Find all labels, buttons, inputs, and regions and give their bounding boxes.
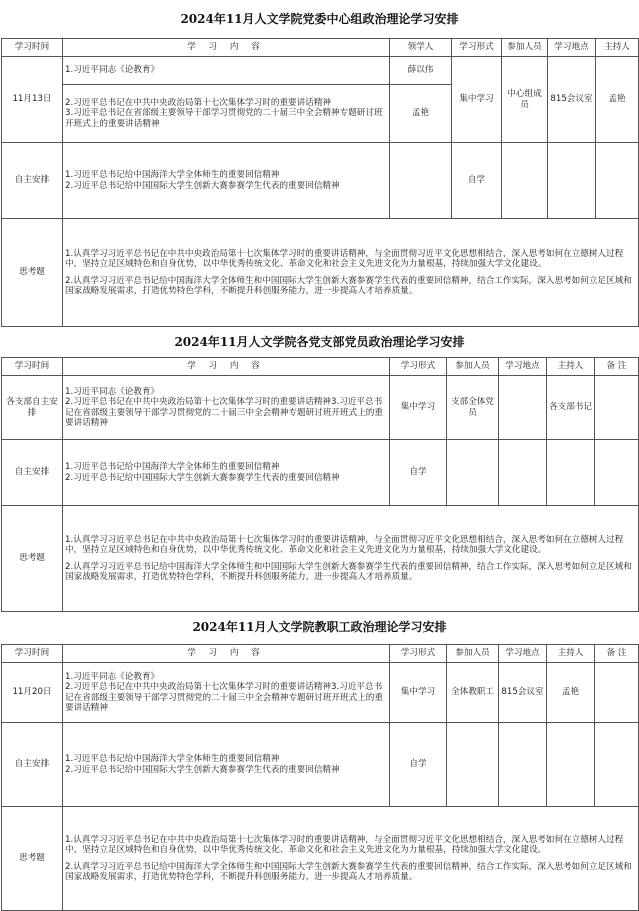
header-form: 学习形式 xyxy=(452,39,502,57)
think-row xyxy=(2,219,639,327)
header-place: 学习地点 xyxy=(499,645,547,663)
think-content xyxy=(63,506,639,612)
section2-table xyxy=(1,357,639,612)
row-form: 集中学习 xyxy=(452,57,502,143)
row-host: 孟艳 xyxy=(547,663,595,723)
row-host xyxy=(596,143,639,219)
row-time: 自主安排 xyxy=(2,723,63,807)
row-leader: 薛以伟 xyxy=(390,57,452,85)
row-host xyxy=(547,723,595,807)
row-content: 1.习近平总书记给中国海洋大学全体师生的重要回信精神 2.习近平总书记给中国国际大学生创新大赛参赛学生代表的重要回信精神 xyxy=(63,723,390,807)
think-label: 思考题 xyxy=(2,506,63,612)
row-place xyxy=(499,376,547,440)
think-content xyxy=(63,807,639,911)
header-participants: 参加人员 xyxy=(447,645,499,663)
think-item: 2.认真学习习近平总书记给中国海洋大学全体师生和中国国际大学生创新大赛参赛学生代表的重要回信精神，结合工作实际，深入思考如何立足区域和国家战略发展需求，打造优势特色学科，不断提升科创服务能力，进一步提高人才培养质量。 xyxy=(65,561,632,582)
row-time: 自主安排 xyxy=(2,143,63,219)
header-time: 学习时间 xyxy=(2,358,63,376)
table-row xyxy=(2,440,639,506)
row-form: 自学 xyxy=(390,723,447,807)
row-participants: 中心组成员 xyxy=(502,57,548,143)
header-note: 备 注 xyxy=(595,358,639,376)
row-note xyxy=(595,663,639,723)
table-row xyxy=(2,663,639,723)
think-row xyxy=(2,506,639,612)
header-note: 备 注 xyxy=(595,645,639,663)
row-note xyxy=(595,440,639,506)
header-place: 学习地点 xyxy=(548,39,596,57)
row-content: 1.习近平同志《论教育》 2.习近平总书记在中共中央政治局第十七次集体学习时的重要讲话精神3.习近平总书记在省部级主要领导干部学习贯彻党的二十届三中全会精神专题研讨班开班式上的重要讲话精神 xyxy=(63,376,390,440)
header-place: 学习地点 xyxy=(499,358,547,376)
think-row xyxy=(2,807,639,911)
think-item: 1.认真学习习近平总书记在中共中央政治局第十七次集体学习时的重要讲话精神，与全面贯彻习近平文化思想相结合，深入思考如何在立德树人过程中，坚持立足区域特色和自身优势，以中华优秀传统文化、革命文化和社会主义先进文化为力量根基，持续加强大学文化建设。 xyxy=(65,534,624,555)
row-note xyxy=(595,376,639,440)
header-host: 主持人 xyxy=(547,645,595,663)
row-form: 自学 xyxy=(452,143,502,219)
header-form: 学习形式 xyxy=(390,358,447,376)
row-form: 自学 xyxy=(390,440,447,506)
section3-title: 2024年11月人文学院教职工政治理论学习安排 xyxy=(192,620,447,634)
row-place: 815会议室 xyxy=(548,57,596,143)
row-time: 自主安排 xyxy=(2,440,63,506)
section1-header-row xyxy=(2,39,639,57)
think-content xyxy=(63,219,639,327)
header-participants: 参加人员 xyxy=(447,358,499,376)
row-participants xyxy=(502,143,548,219)
row-form: 集中学习 xyxy=(390,376,447,440)
row-content: 1.习近平总书记给中国海洋大学全体师生的重要回信精神 2.习近平总书记给中国国际大学生创新大赛参赛学生代表的重要回信精神 xyxy=(63,440,390,506)
section2-header-row xyxy=(2,358,639,376)
row-place xyxy=(499,723,547,807)
header-leader: 领学人 xyxy=(390,39,452,57)
header-form: 学习形式 xyxy=(390,645,447,663)
section1-table xyxy=(1,38,639,327)
think-item: 2.认真学习习近平总书记给中国海洋大学全体师生和中国国际大学生创新大赛参赛学生代表的重要回信精神，结合工作实际，深入思考如何立足区域和国家战略发展需求，打造优势特色学科，不断提升科创服务能力，进一步提高人才培养质量。 xyxy=(65,275,632,296)
row-participants xyxy=(447,723,499,807)
header-host: 主持人 xyxy=(547,358,595,376)
header-time: 学习时间 xyxy=(2,645,63,663)
row-leader: 孟艳 xyxy=(390,85,452,143)
header-time: 学习时间 xyxy=(2,39,63,57)
row-form: 集中学习 xyxy=(390,663,447,723)
think-label: 思考题 xyxy=(2,807,63,911)
think-item: 1.认真学习习近平总书记在中共中央政治局第十七次集体学习时的重要讲话精神，与全面贯彻习近平文化思想相结合，深入思考如何在立德树人过程中，坚持立足区域特色和自身优势，以中华优秀传统文化、革命文化和社会主义先进文化为力量根基，持续加强大学文化建设。 xyxy=(65,834,624,855)
think-label: 思考题 xyxy=(2,219,63,327)
row-content: 2.习近平总书记在中共中央政治局第十七次集体学习时的重要讲话精神 3.习近平总书记在省部级主要领导干部学习贯彻党的二十届三中全会精神专题研讨班开班式上的重要讲话精神 xyxy=(63,85,390,143)
row-content: 1.习近平总书记给中国海洋大学全体师生的重要回信精神 2.习近平总书记给中国国际大学生创新大赛参赛学生代表的重要回信精神 xyxy=(63,143,390,219)
section3-header-row xyxy=(2,645,639,663)
row-participants: 支部全体党员 xyxy=(447,376,499,440)
row-time: 11月13日 xyxy=(2,57,63,143)
row-place: 815会议室 xyxy=(499,663,547,723)
header-content: 学 习 内 容 xyxy=(63,358,390,376)
row-host xyxy=(547,440,595,506)
row-leader xyxy=(390,143,452,219)
section2-title: 2024年11月人文学院各党支部党员政治理论学习安排 xyxy=(174,335,465,349)
row-content: 1.习近平同志《论教育》 xyxy=(63,57,390,85)
table-row xyxy=(2,143,639,219)
row-place xyxy=(499,440,547,506)
think-item: 2.认真学习习近平总书记给中国海洋大学全体师生和中国国际大学生创新大赛参赛学生代表的重要回信精神，结合工作实际，深入思考如何立足区域和国家战略发展需求，打造优势特色学科，不断提升科创服务能力，进一步提高人才培养质量。 xyxy=(65,861,632,882)
row-place xyxy=(548,143,596,219)
row-time: 11月20日 xyxy=(2,663,63,723)
section3-table xyxy=(1,644,639,911)
table-row xyxy=(2,57,639,85)
row-participants xyxy=(447,440,499,506)
row-note xyxy=(595,723,639,807)
row-host: 孟艳 xyxy=(596,57,639,143)
row-time: 各支部自主安排 xyxy=(2,376,63,440)
header-content: 学 习 内 容 xyxy=(63,645,390,663)
row-host: 各支部书记 xyxy=(547,376,595,440)
table-row xyxy=(2,376,639,440)
header-host: 主持人 xyxy=(596,39,639,57)
section1-title: 2024年11月人文学院党委中心组政治理论学习安排 xyxy=(180,12,459,26)
table-row xyxy=(2,723,639,807)
row-content: 1.习近平同志《论教育》 2.习近平总书记在中共中央政治局第十七次集体学习时的重要讲话精神3.习近平总书记在省部级主要领导干部学习贯彻党的二十届三中全会精神专题研讨班开班式上的重要讲话精神 xyxy=(63,663,390,723)
think-item: 1.认真学习习近平总书记在中共中央政治局第十七次集体学习时的重要讲话精神，与全面贯彻习近平文化思想相结合，深入思考如何在立德树人过程中，坚持立足区域特色和自身优势，以中华优秀传统文化、革命文化和社会主义先进文化为力量根基，持续加强大学文化建设。 xyxy=(65,248,624,269)
header-content: 学 习 内 容 xyxy=(63,39,390,57)
header-participants: 参加人员 xyxy=(502,39,548,57)
row-participants: 全体教职工 xyxy=(447,663,499,723)
